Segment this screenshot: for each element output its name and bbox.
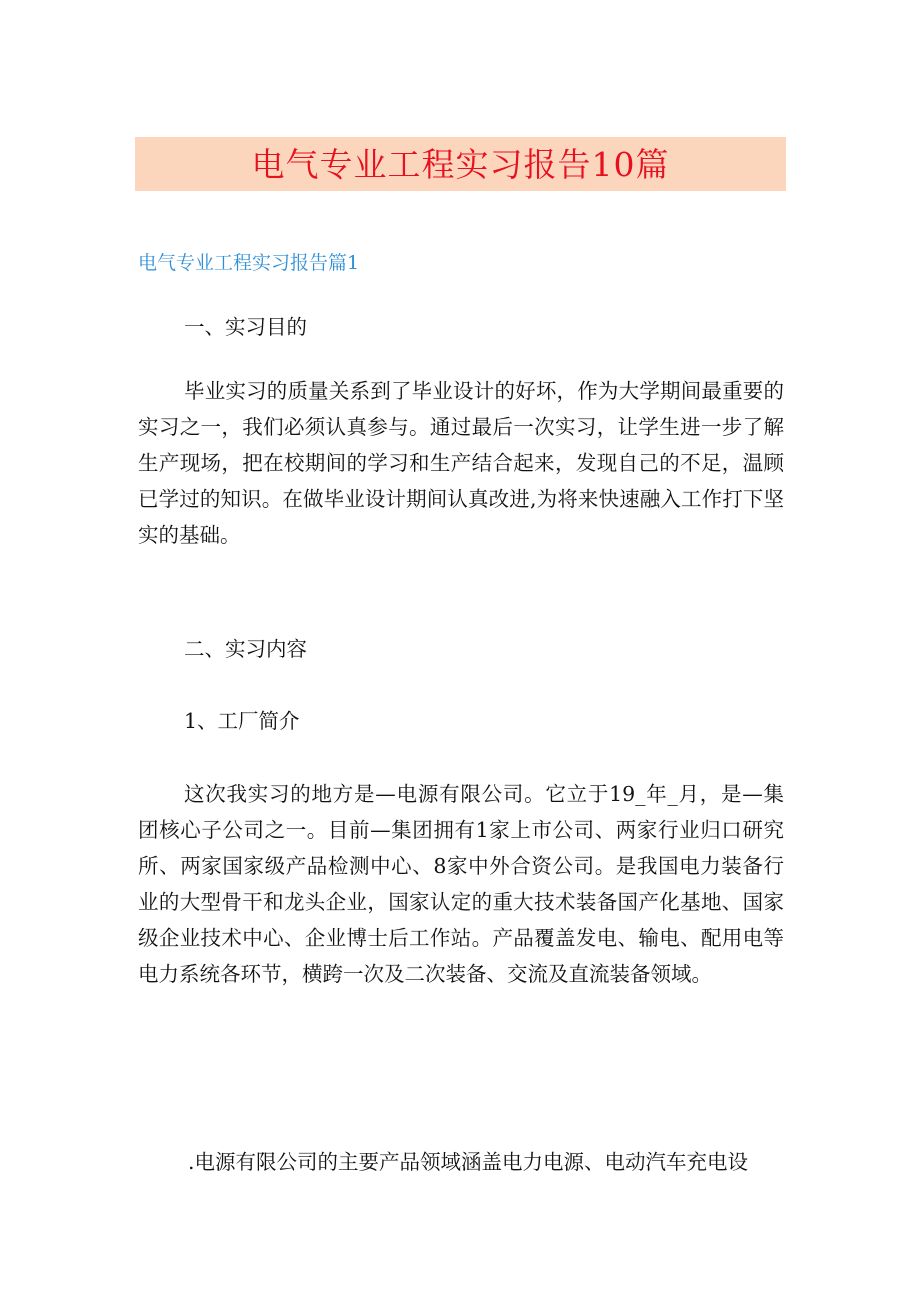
title-band [135,137,786,191]
section-heading: 电气专业工程实习报告篇1 [138,252,360,274]
paragraph-products: .电源有限公司的主要产品领域涵盖电力电源、电动汽车充电设 [188,1150,749,1174]
subheading-factory-intro: 1、工厂简介 [184,709,300,733]
paragraph-purpose: 毕业实习的质量关系到了毕业设计的好坏，作为大学期间最重要的实习之一，我们必须认真参与。通过最后一次实习，让学生进一步了解生产现场，把在校期间的学习和生产结合起来，发现自己的不足，温顾已学过的知识。在做毕业设计期间认真改进,为将来快速融入工作打下坚实的基础。 [138,379,784,547]
heading-purpose: 一、实习目的 [184,315,307,339]
document-title: 电气专业工程实习报告10篇 [251,144,670,184]
paragraph-factory-intro: 这次我实习的地方是—电源有限公司。它立于19_年_月，是—集团核心子公司之一。目前—集团拥有1家上市公司、两家行业归口研究所、两家国家级产品检测中心、8家中外合资公司。是我国电力装备行业的大型骨干和龙头企业，国家认定的重大技术装备国产化基地、国家级企业技术中心、企业博士后工作站。产品覆盖发电、输电、配用电等电力系统各环节，横跨一次及二次装备、交流及直流装备领域。 [138,782,784,986]
heading-content: 二、实习内容 [184,637,307,661]
